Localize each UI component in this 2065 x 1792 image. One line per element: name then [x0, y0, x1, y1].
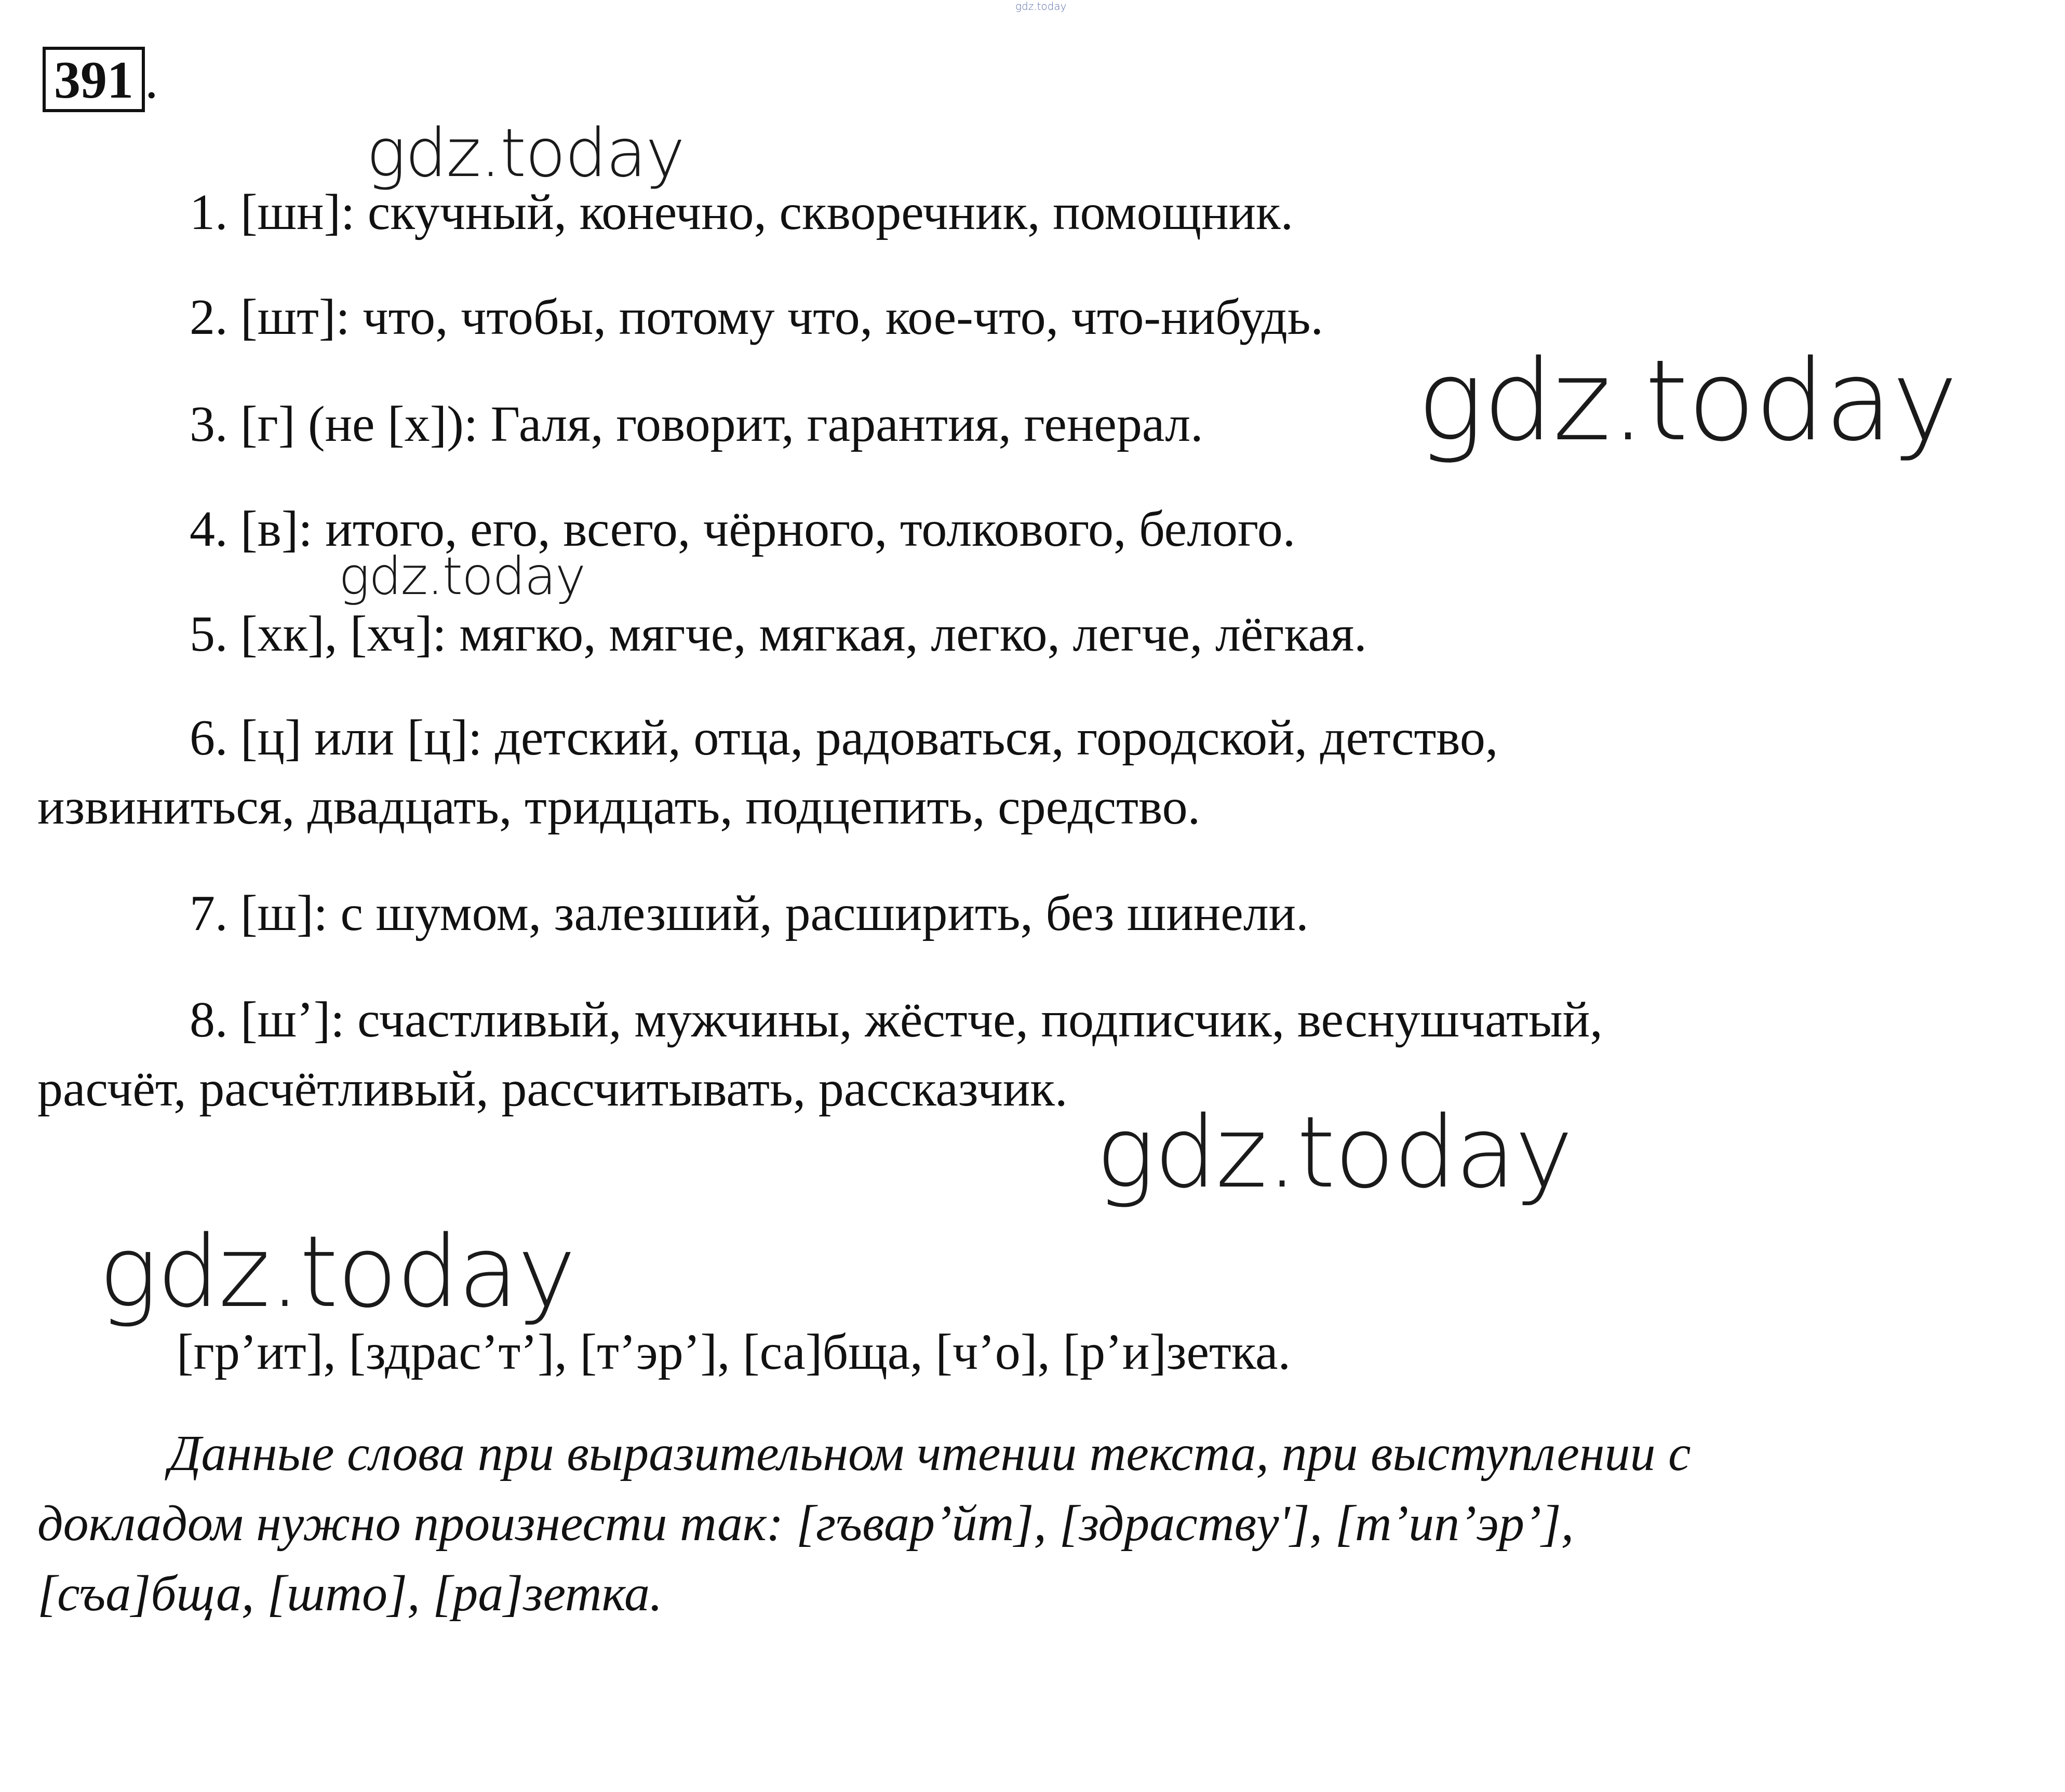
watermark-tiny: gdz.today [1015, 0, 1067, 12]
answer-line-4: 4. [в]: итого, его, всего, чёрного, толкового, белого. [190, 501, 1296, 557]
watermark: gdz.today [1417, 335, 1957, 466]
watermark: gdz.today [1096, 1095, 1572, 1210]
answer-line-5: 5. [хк], [хч]: мягко, мягче, мягкая, легко, легче, лёгкая. [190, 606, 1367, 662]
exercise-number [43, 47, 158, 112]
answer-line-8-continued: расчёт, расчётливый, рассчитывать, рассказчик. [37, 1061, 1068, 1117]
explanation-line-1: Данные слова при выразительном чтении текста, при выступлении с [169, 1425, 1691, 1481]
watermark: gdz.today [99, 1215, 575, 1329]
explanation-line-2: докладом нужно произнести так: [гъвар’йт], [здраству'], [т’ип’эр’], [37, 1495, 1574, 1552]
answer-line-8: 8. [ш’]: счастливый, мужчины, жёстче, подписчик, веснушчатый, [190, 992, 1603, 1048]
transcription-line: [гр’ит], [здрас’т’], [т’эр’], [са]бща, [ч’о], [р’и]зетка. [177, 1324, 1291, 1380]
exercise-number-dot: . [145, 51, 158, 110]
answer-line-3: 3. [г] (не [х]): Галя, говорит, гарантия, генерал. [190, 396, 1203, 452]
answer-line-2: 2. [шт]: что, чтобы, потому что, кое-что, что-нибудь. [190, 289, 1323, 345]
watermark: gdz.today [339, 546, 585, 607]
exercise-number-box [43, 47, 145, 112]
watermark: gdz.today [366, 115, 684, 192]
explanation-line-3: [съа]бща, [што], [ра]зетка. [37, 1566, 663, 1622]
answer-line-6: 6. [ц] или [ц]: детский, отца, радоваться, городской, детство, [190, 710, 1498, 766]
answer-line-1: 1. [шн]: скучный, конечно, скворечник, помощник. [190, 184, 1294, 240]
answer-line-7: 7. [ш]: с шумом, залезший, расширить, без шинели. [190, 885, 1309, 941]
answer-line-6-continued: извиниться, двадцать, тридцать, подцепить, средство. [37, 779, 1201, 835]
exercise-number-text: 391 [54, 51, 133, 110]
